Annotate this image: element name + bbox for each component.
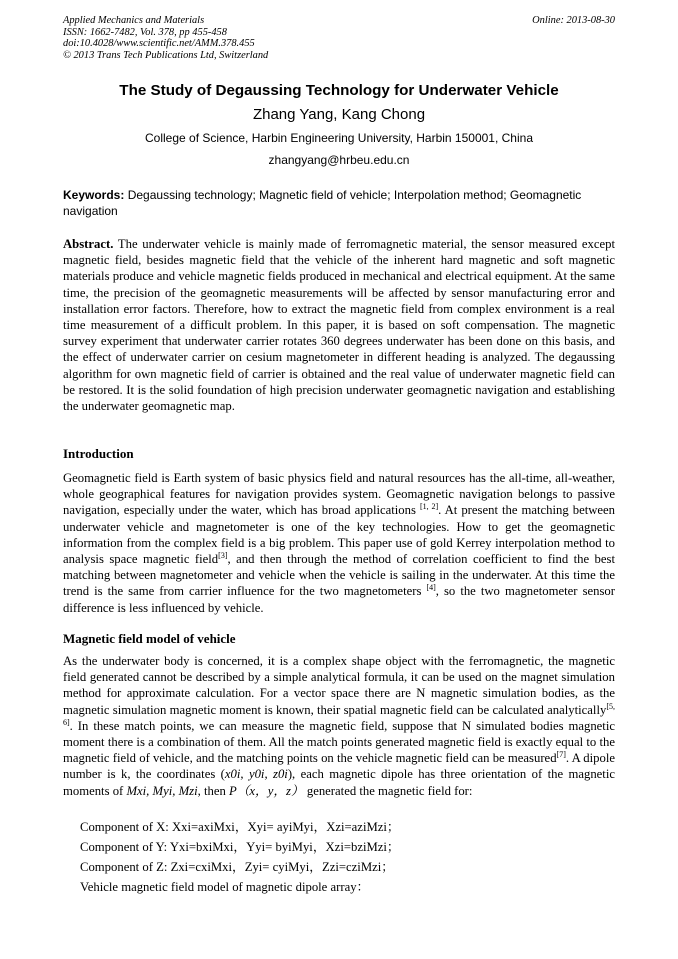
intro-text-3: , and then through the method of correlation coefficient to find the best matching between magnetometer and vehicle when the vehicle is sailing in the underwater. At this time the trend is the same from carrier influence for the two magnetometers — [63, 552, 615, 599]
component-x-label: Component of X: — [80, 820, 169, 834]
component-y — [80, 836, 620, 855]
model-text-6: generated the magnetic field for: — [306, 783, 473, 798]
citation: [7] — [556, 749, 566, 759]
abstract — [63, 236, 615, 414]
abstract-label: Abstract. — [63, 237, 114, 251]
doi-line: doi:10.4028/www.scientific.net/AMM.378.455 — [63, 38, 255, 50]
intro-text-2: . At present the matching between underwater vehicle and magnetometer is one of the key technologies. How to get the geomagnetic information from the complex field is a big problem. This paper use of gold Kerrey interpolation method to analysis space magnetic field — [63, 503, 616, 567]
point-p: P（x，y，z） — [228, 783, 304, 798]
model-paragraph — [63, 653, 615, 799]
citation: [3] — [218, 550, 228, 560]
intro-text-4: , so the two magnetometer sensor difference is less influenced by vehicle. — [63, 584, 615, 615]
section-heading-introduction: Introduction — [63, 446, 134, 461]
component-x-formula: Xxi=axiMxi，Xyi= ayiMyi，Xzi=aziMzi； — [171, 820, 400, 834]
authors: Zhang Yang, Kang Chong — [252, 106, 426, 123]
component-z-label: Component of Z: — [80, 860, 168, 874]
issn-line: ISSN: 1662-7482, Vol. 378, pp 455-458 — [63, 26, 227, 38]
component-z-formula: Zxi=cxiMxi，Zyi= cyiMyi，Zzi=cziMzi； — [170, 860, 394, 874]
model-text-2: . In these match points, we can measure the magnetic field, suppose that N simulated bodies magnetic moment there is a combination of them. All the match points generated magnetic field is exactly equal to the magnetic field of vehicle, and the matching points on the vehicle magnetic field can be measured — [63, 718, 615, 766]
component-y-formula: Yxi=bxiMxi，Yyi= byiMyi，Xzi=bziMzi； — [169, 840, 400, 854]
model-text-4: ), each magnetic dipole has three orientation of the magnetic moments of — [63, 767, 615, 798]
keywords-label: Keywords: — [63, 188, 125, 202]
paper-title: The Study of Degaussing Technology for Underwater Vehicle — [119, 82, 559, 99]
dipole-array-label: Vehicle magnetic field model of magnetic dipole array： — [80, 880, 370, 894]
model-text-3: . A dipole number is k, the coordinates ( — [63, 751, 616, 782]
copyright-line: © 2013 Trans Tech Publications Ltd, Switzerland — [63, 49, 269, 61]
affiliation: College of Science, Harbin Engineering University, Harbin 150001, China — [145, 131, 533, 145]
keywords-text: Degaussing technology; Magnetic field of vehicle; Interpolation method; Geomagnetic navigation — [63, 188, 582, 218]
author-email: zhangyang@hrbeu.edu.cn — [268, 153, 410, 167]
abstract-text: The underwater vehicle is mainly made of ferromagnetic material, the sensor measured except magnetic field, besides magnetic field that the vehicle of the inherent hard magnetic and soft magnetic materials produce and vehicle magnetic fields produced in mechanical and electrical equipment. At the same time, the precision of the geomagnetic measurements will be affected by sensor manufacturing error and installation error factors. Therefore, how to extract the magnetic field from complex environment is a real time measurement of a difficult problem. In this paper, it is based on soft compensation. The magnetic survey experiment that underwater carrier rotates 360 degrees underwater has been done on this basis, and the effect of underwater carrier on cesium magnetometer in different heading is analyzed. The degaussing algorithm for own magnetic field of carrier is obtained and the real value of underwater magnetic field can be restored. It is the solid foundation of high precision underwater geomagnetic navigation and establishing the underwater geomagnetic map. — [63, 237, 615, 414]
citation: [4] — [426, 583, 436, 593]
citation: [5, 6] — [63, 701, 615, 727]
model-text-5: , then — [197, 783, 229, 798]
online-date: Online: 2013-08-30 — [532, 15, 615, 26]
component-z — [80, 856, 620, 875]
model-text-1: As the underwater body is concerned, it is a complex shape object with the ferromagnetic, the magnetic field generated cannot be described by a simple analytical formula, it can be used on the magnet simulation method for approximate calculation. For a vector space there are N magnetic simulation bodies, as the magnetic simulation magnetic moment is known, their spatial magnetic field can be calculated analytically — [63, 654, 615, 717]
intro-text-1: Geomagnetic field is Earth system of basic physics field and natural resources has the all-time, all-weather, whole geographical features for navigation provides system. Geomagnetic navigation belongs to passive navigation, especially under the water, which has broad applications — [63, 471, 615, 518]
keywords — [63, 187, 615, 219]
introduction-paragraph — [63, 470, 615, 616]
citation: [1, 2] — [419, 502, 439, 512]
journal-name: Applied Mechanics and Materials — [63, 15, 205, 26]
magnetic-moments: Mxi, Myi, Mzi — [126, 783, 198, 798]
component-x — [80, 816, 620, 835]
component-y-label: Component of Y: — [80, 840, 168, 854]
section-heading-magnetic-model: Magnetic field model of vehicle — [63, 631, 236, 646]
dipole-coordinates: x0i, y0i, z0i — [224, 767, 288, 782]
journal-header — [63, 15, 615, 61]
